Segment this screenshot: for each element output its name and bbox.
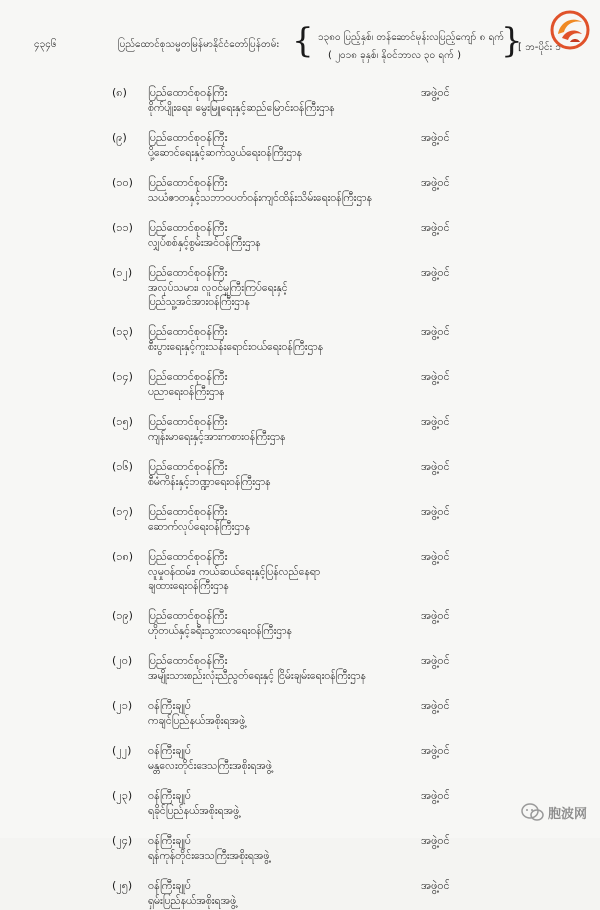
page-number: ၄၃၄၆ xyxy=(34,39,57,50)
burmese-date: ၁၃၈၀ ပြည့်နှစ်၊ တန်ဆောင်မုန်းလပြည့်ကျော် ၈ ရက် xyxy=(318,32,505,43)
item-ministry: မန္တလေးတိုင်းဒေသကြီးအစိုးရအဖွဲ့ xyxy=(148,760,272,772)
item-title: ပြည်ထောင်စုဝန်ကြီး xyxy=(148,505,228,518)
item-title: ဝန်ကြီးချုပ် xyxy=(148,744,192,757)
item-title: ဝန်ကြီးချုပ် xyxy=(148,699,192,712)
issue-part: [ ဘ-ပိုင်း ၁ xyxy=(518,42,561,53)
item-ministry: ရခိုင်ပြည်နယ်အစိုးရအဖွဲ့ xyxy=(148,805,240,817)
item-ministry: လျှပ်စစ်နှင့်စွမ်းအင်ဝန်ကြီးဌာန xyxy=(148,237,261,249)
item-ministry: ချထားရေးဝန်ကြီးဌာန xyxy=(148,580,229,592)
item-title: ပြည်ထောင်စုဝန်ကြီး xyxy=(148,176,228,189)
item-ministry: ကချင်ပြည်နယ်အစိုးရအဖွဲ့ xyxy=(148,715,246,727)
member-label: အဖွဲ့ဝင် xyxy=(421,609,450,622)
item-ministry: ပို့ဆောင်ရေးနှင့်ဆက်သွယ်ရေးဝန်ကြီးဌာန xyxy=(148,147,302,159)
flame-swirl-logo-icon xyxy=(548,8,592,52)
item-ministry: ဆောက်လုပ်ရေးဝန်ကြီးဌာန xyxy=(148,521,250,533)
member-label: အဖွဲ့ဝင် xyxy=(421,460,450,473)
item-title: ပြည်ထောင်စုဝန်ကြီး xyxy=(148,415,228,428)
item-number: (၂၄) xyxy=(112,834,133,847)
item-ministry: စီမံကိန်းနှင့်ဘဏ္ဍာရေးဝန်ကြီးဌာန xyxy=(148,476,271,488)
member-label: အဖွဲ့ဝင် xyxy=(421,699,450,712)
item-ministry: စီးပွားရေးနှင့်ကူးသန်းရောင်းဝယ်ရေးဝန်ကြီးဌာန xyxy=(148,341,324,353)
item-number: (၁၄) xyxy=(112,370,133,383)
item-title: ဝန်ကြီးချုပ် xyxy=(148,879,192,892)
item-title: ပြည်ထောင်စုဝန်ကြီး xyxy=(148,550,228,563)
item-title: ပြည်ထောင်စုဝန်ကြီး xyxy=(148,131,228,144)
item-title: ဝန်ကြီးချုပ် xyxy=(148,789,192,802)
item-number: (၈) xyxy=(112,86,127,99)
item-ministry: ရှမ်းပြည်နယ်အစိုးရအဖွဲ့ xyxy=(148,895,237,907)
item-number: (၁၆) xyxy=(112,460,133,473)
item-ministry: လူမှုဝန်ထမ်း၊ ကယ်ဆယ်ရေးနှင့်ပြန်လည်နေရာ xyxy=(148,566,321,578)
item-ministry: ကျန်းမာရေးနှင့်အားကစားဝန်ကြီးဌာန xyxy=(148,431,286,443)
watermark-text: 胞波网 xyxy=(548,807,588,822)
item-number: (၁၇) xyxy=(112,505,133,518)
member-label: အဖွဲ့ဝင် xyxy=(421,789,450,802)
item-number: (၉) xyxy=(112,131,127,144)
item-ministry: ရန်ကုန်တိုင်းဒေသကြီးအစိုးရအဖွဲ့ xyxy=(148,850,270,862)
item-number: (၂၅) xyxy=(112,879,133,892)
item-title: ပြည်ထောင်စုဝန်ကြီး xyxy=(148,460,228,473)
item-ministry: သယံဇာတနှင့်သဘာဝပတ်ဝန်းကျင်ထိန်းသိမ်းရေးဝန်ကြီးဌာန xyxy=(148,192,372,204)
item-ministry: ပြည်သူ့အင်အားဝန်ကြီးဌာန xyxy=(148,296,250,308)
member-label: အဖွဲ့ဝင် xyxy=(421,176,450,189)
item-ministry: အမျိုးသားစည်းလုံးညီညွတ်ရေးနှင့် ငြိမ်းချမ်းရေးဝန်ကြီးဌာန xyxy=(148,670,366,682)
item-ministry: အလုပ်သမား၊ လူဝင်မှုကြီးကြပ်ရေးနှင့် xyxy=(148,282,288,294)
item-title: ပြည်ထောင်စုဝန်ကြီး xyxy=(148,325,228,338)
item-number: (၁၂) xyxy=(112,266,133,279)
item-title: ဝန်ကြီးချုပ် xyxy=(148,834,192,847)
item-title: ပြည်ထောင်စုဝန်ကြီး xyxy=(148,266,228,279)
item-number: (၁၈) xyxy=(112,550,134,563)
item-number: (၂၃) xyxy=(112,789,133,802)
member-label: အဖွဲ့ဝင် xyxy=(421,221,450,234)
page-header xyxy=(0,0,600,70)
right-brace: } xyxy=(501,21,523,61)
item-number: (၁၅) xyxy=(112,415,133,428)
item-title: ပြည်ထောင်စုဝန်ကြီး xyxy=(148,654,228,667)
member-label: အဖွဲ့ဝင် xyxy=(421,370,450,383)
member-label: အဖွဲ့ဝင် xyxy=(421,654,450,667)
item-number: (၁၃) xyxy=(112,325,133,338)
member-label: အဖွဲ့ဝင် xyxy=(421,834,450,847)
item-number: (၁၉) xyxy=(112,609,133,622)
item-number: (၂၁) xyxy=(112,699,133,712)
member-label: အဖွဲ့ဝင် xyxy=(421,505,450,518)
gregorian-date: ( ၂၀၁၈ ခုနှစ်၊ နိုဝင်ဘာလ ၃၀ ရက် ) xyxy=(328,50,461,61)
item-number: (၁၁) xyxy=(112,221,133,234)
item-number: (၁၀) xyxy=(112,176,133,189)
item-ministry: ဟိုတယ်နှင့်ခရီးသွားလာရေးဝန်ကြီးဌာန xyxy=(148,625,292,637)
member-label: အဖွဲ့ဝင် xyxy=(421,879,450,892)
item-title: ပြည်ထောင်စုဝန်ကြီး xyxy=(148,86,228,99)
item-ministry: စိုက်ပျိုးရေး၊ မွေးမြူရေးနှင့်ဆည်မြောင်းဝန်ကြီးဌာန xyxy=(148,102,335,114)
gazette-title: ပြည်ထောင်စုသမ္မတမြန်မာနိုင်ငံတော်ပြန်တမ်း xyxy=(118,39,280,50)
item-number: (၂၀) xyxy=(112,654,133,667)
item-title: ပြည်ထောင်စုဝန်ကြီး xyxy=(148,221,228,234)
member-label: အဖွဲ့ဝင် xyxy=(421,266,450,279)
member-label: အဖွဲ့ဝင် xyxy=(421,86,450,99)
member-label: အဖွဲ့ဝင် xyxy=(421,744,450,757)
item-title: ပြည်ထောင်စုဝန်ကြီး xyxy=(148,370,228,383)
member-label: အဖွဲ့ဝင် xyxy=(421,550,450,563)
member-label: အဖွဲ့ဝင် xyxy=(421,325,450,338)
member-label: အဖွဲ့ဝင် xyxy=(421,131,450,144)
item-ministry: ပညာရေးဝန်ကြီးဌာန xyxy=(148,386,225,398)
item-title: ပြည်ထောင်စုဝန်ကြီး xyxy=(148,609,228,622)
left-brace: { xyxy=(292,21,314,61)
item-number: (၂၂) xyxy=(112,744,132,757)
member-label: အဖွဲ့ဝင် xyxy=(421,415,450,428)
